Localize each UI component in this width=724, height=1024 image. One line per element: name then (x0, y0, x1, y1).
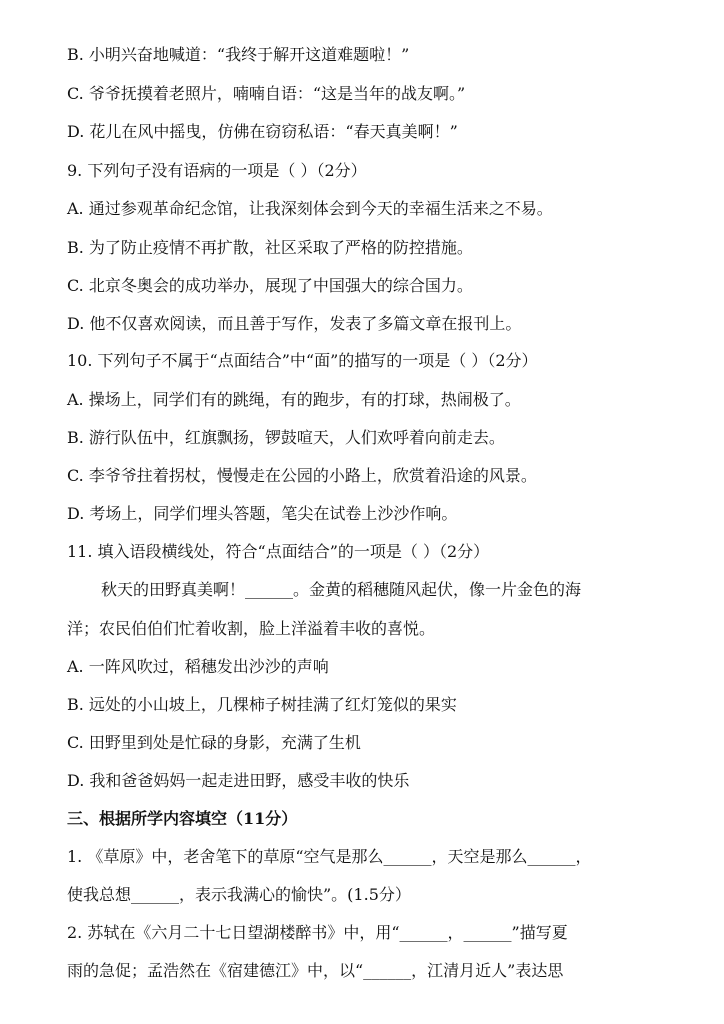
q11-passage-line-1: 秋天的田野真美啊！______。金黄的稻穗随风起伏，像一片金色的海 (101, 580, 582, 599)
q9-stem: 9. 下列句子没有语病的一项是（ ）（2分） (67, 161, 367, 180)
q9-option-a: A. 通过参观革命纪念馆，让我深刻体会到今天的幸福生活来之不易。 (67, 199, 553, 218)
fill-q2-line-1: 2. 苏轼在《六月二十七日望湖楼醉书》中，用“______，______”描写夏 (67, 923, 568, 942)
q10-option-d: D. 考场上，同学们埋头答题，笔尖在试卷上沙沙作响。 (67, 504, 458, 523)
q10-stem: 10. 下列句子不属于“点面结合”中“面”的描写的一项是（ ）（2分） (67, 351, 538, 370)
q8-option-b: B. 小明兴奋地喊道：“我终于解开这道难题啦！” (67, 45, 410, 64)
q8-option-c: C. 爷爷抚摸着老照片，喃喃自语：“这是当年的战友啊。” (67, 84, 466, 103)
q11-option-a: A. 一阵风吹过，稻穗发出沙沙的声响 (67, 657, 329, 676)
q10-option-b: B. 游行队伍中，红旗飘扬，锣鼓喧天，人们欢呼着向前走去。 (67, 428, 505, 447)
q11-stem: 11. 填入语段横线处，符合“点面结合”的一项是（ ）（2分） (67, 542, 490, 561)
q11-option-b: B. 远处的小山坡上，几棵柿子树挂满了红灯笼似的果实 (67, 695, 457, 714)
fill-q1-line-1: 1. 《草原》中，老舍笔下的草原“空气是那么______，天空是那么______， (67, 847, 592, 866)
section-3-heading: 三、根据所学内容填空（11分） (67, 809, 298, 828)
q9-option-b: B. 为了防止疫情不再扩散，社区采取了严格的防控措施。 (67, 238, 473, 257)
q10-option-a: A. 操场上，同学们有的跳绳，有的跑步，有的打球，热闹极了。 (67, 390, 521, 409)
fill-q1-line-2: 使我总想______，表示我满心的愉快”。(1.5分） (67, 885, 411, 904)
q10-option-c: C. 李爷爷拄着拐杖，慢慢走在公园的小路上，欣赏着沿途的风景。 (67, 466, 537, 485)
q9-option-d: D. 他不仅喜欢阅读，而且善于写作，发表了多篇文章在报刊上。 (67, 314, 522, 333)
q9-option-c: C. 北京冬奥会的成功举办，展现了中国强大的综合国力。 (67, 276, 473, 295)
fill-q2-line-2: 雨的急促；孟浩然在《宿建德江》中，以“______，江清月近人”表达思 (67, 961, 564, 980)
q11-option-d: D. 我和爸爸妈妈一起走进田野，感受丰收的快乐 (67, 771, 410, 790)
q11-passage-line-2: 洋；农民伯伯们忙着收割，脸上洋溢着丰收的喜悦。 (67, 619, 436, 638)
q8-option-d: D. 花儿在风中摇曳，仿佛在窃窃私语：“春天真美啊！” (67, 122, 458, 141)
q11-option-c: C. 田野里到处是忙碌的身影，充满了生机 (67, 733, 361, 752)
